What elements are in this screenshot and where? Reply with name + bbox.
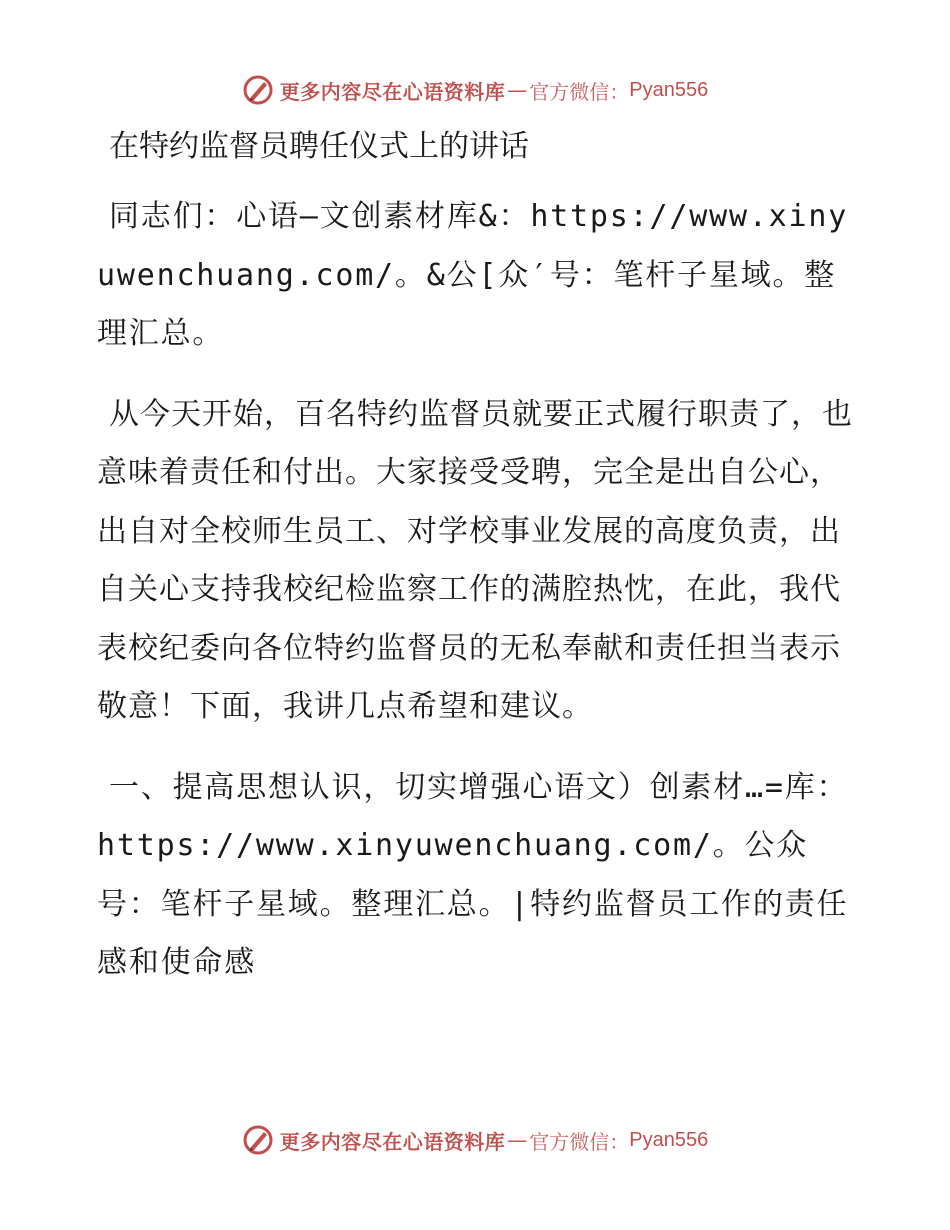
banner-wechat-id: Pyan556 <box>629 78 709 101</box>
document-body <box>97 118 857 993</box>
intro-paragraph: 同志们：心语—文创素材库&：https://www.xinyuwenchuang.com/。&公[众′号：笔杆子星域。整理汇总。 <box>97 199 849 351</box>
banner-wechat-label: 官方微信： <box>529 1129 630 1154</box>
banner-wechat-label: 官方微信： <box>529 79 630 104</box>
banner-text: 更多内容尽在心语资料库 <box>279 79 506 104</box>
pen-logo-icon <box>242 1124 274 1156</box>
section-heading-1: 一、提高思想认识，切实增强心语文）创素材…=库：https://www.xinyuwenchuang.com/。公众号：笔杆子星域。整理汇总。|特约监督员工作的责任感和使命感 <box>97 769 849 980</box>
header-watermark-banner <box>0 70 950 110</box>
banner-text: 更多内容尽在心语资料库 <box>279 1129 506 1154</box>
footer-watermark-banner <box>0 1120 950 1160</box>
banner-wechat-id: Pyan556 <box>629 1128 709 1151</box>
body-paragraph: 从今天开始，百名特约监督员就要正式履行职责了，也意味着责任和付出。大家接受受聘，完全是出自公心，出自对全校师生员工、对学校事业发展的高度负责，出自关心支持我校纪检监察工作的满腔热忱，在此，我代表校纪委向各位特约监督员的无私奉献和责任担当表示敬意！下面，我讲几点希望和建议。 <box>97 396 853 724</box>
banner-dash: — <box>507 78 528 102</box>
banner-dash: — <box>507 1128 528 1152</box>
document-title: 在特约监督员聘任仪式上的讲话 <box>109 129 529 164</box>
pen-logo-icon <box>242 74 274 106</box>
